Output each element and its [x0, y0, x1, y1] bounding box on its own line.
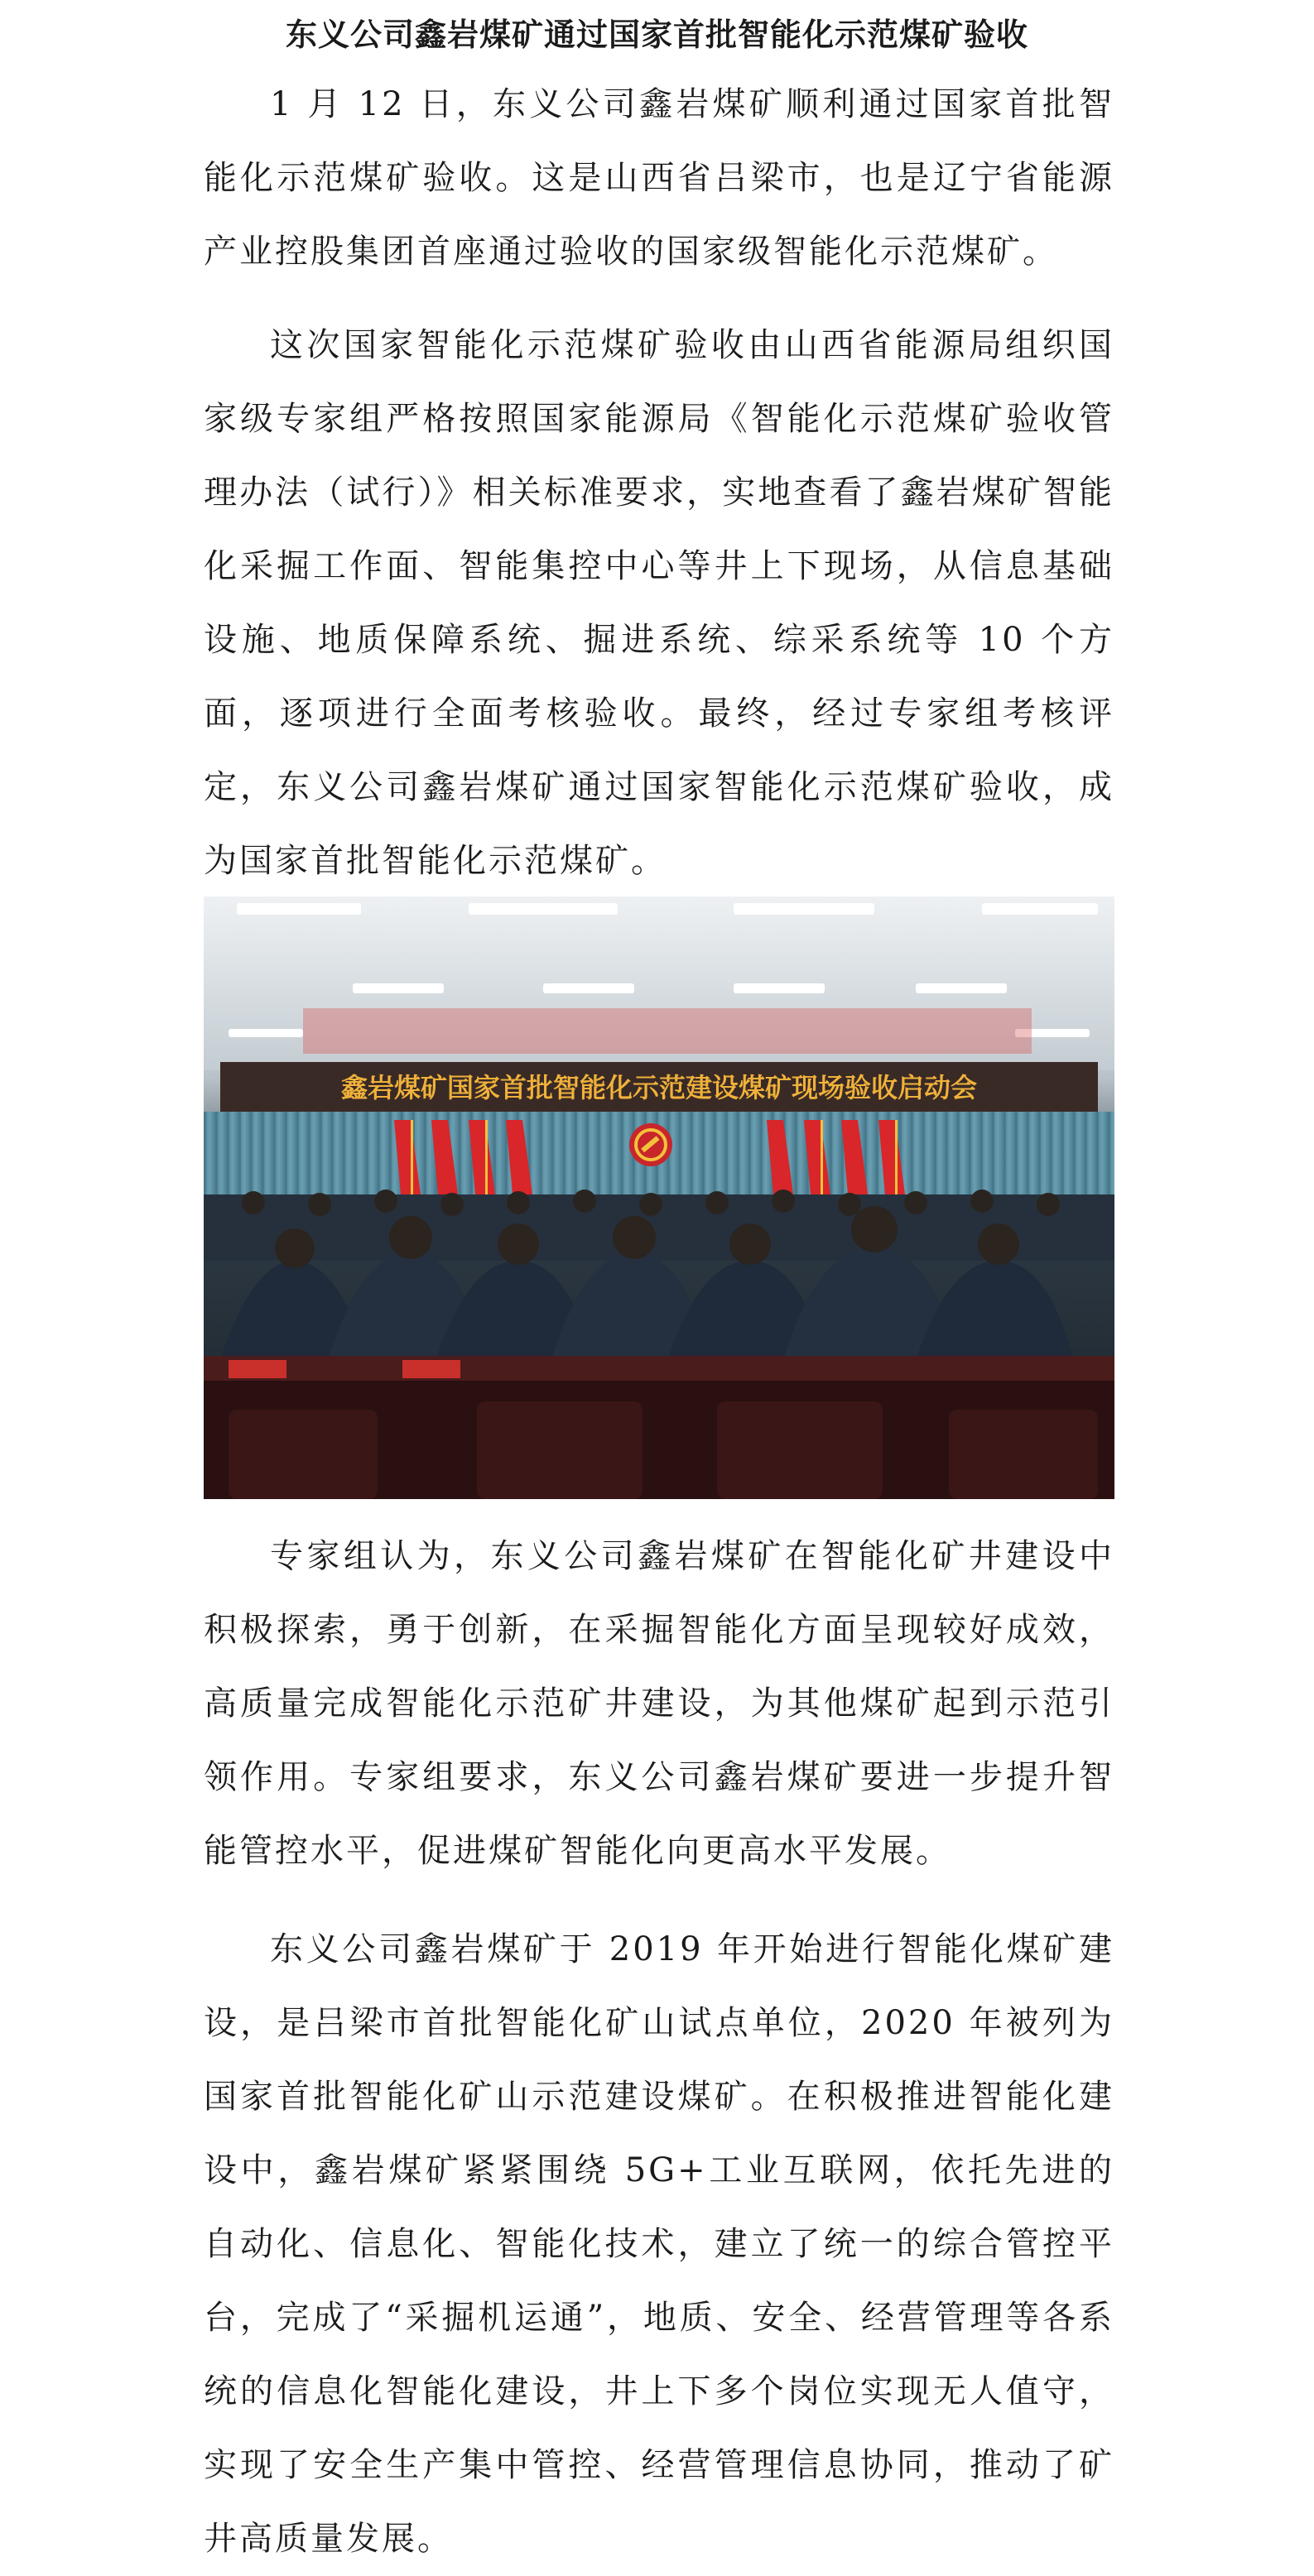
audience-back-rows — [204, 1189, 1114, 1261]
meeting-photo — [204, 896, 1114, 1499]
chairs — [204, 1381, 1114, 1499]
meeting-banner-text: 鑫岩煤矿国家首批智能化示范建设煤矿现场验收启动会 — [340, 1072, 978, 1103]
party-emblem-icon — [629, 1123, 672, 1166]
led-reflection — [303, 1008, 1032, 1054]
article-paragraph-1: 1 月 12 日，东义公司鑫岩煤矿顺利通过国家首批智能化示范煤矿验收。这是山西省吕梁市，也是辽宁省能源产业控股集团首座通过验收的国家级智能化示范煤矿。 — [204, 85, 1114, 271]
article-title: 东义公司鑫岩煤矿通过国家首批智能化示范煤矿验收 — [285, 17, 1028, 53]
name-card — [229, 1360, 286, 1378]
article-paragraph-3: 专家组认为，东义公司鑫岩煤矿在智能化矿井建设中积极探索，勇于创新，在采掘智能化方面呈现较好成效，高质量完成智能化示范矿井建设，为其他煤矿起到示范引领作用。专家组要求，东义公司鑫岩煤矿要进一步提升智能管控水平，促进煤矿智能化向更高水平发展。 — [204, 1537, 1114, 1870]
conference-table — [204, 1356, 1114, 1381]
article-paragraph-2: 这次国家智能化示范煤矿验收由山西省能源局组织国家级专家组严格按照国家能源局《智能化示范煤矿验收管理办法（试行）》相关标准要求，实地查看了鑫岩煤矿智能化采掘工作面、智能集控中心等井上下现场，从信息基础设施、地质保障系统、掘进系统、综采系统等 10 个方面，逐项进行全面考核验收。最终，经过专家组考核评定，东义公司鑫岩煤矿通过国家智能化示范煤矿验收，成为国家首批智能化示范煤矿。 — [204, 326, 1114, 880]
meeting-photo-illustration — [204, 896, 1114, 1499]
article-paragraph-4: 东义公司鑫岩煤矿于 2019 年开始进行智能化煤矿建设，是吕梁市首批智能化矿山试点单位，2020 年被列为国家首批智能化矿山示范建设煤矿。在积极推进智能化建设中，鑫岩煤矿紧紧围绕 5G+工业互联网，依托先进的自动化、信息化、智能化技术，建立了统一的综合管控平台，完成了“采掘机运通”，地质、安全、经营管理等各系统的信息化智能化建设，井上下多个岗位实现无人值守，实现了安全生产集中管控、经营管理信息协同，推动了矿井高质量发展。 — [204, 1930, 1114, 2558]
name-card — [402, 1360, 460, 1378]
